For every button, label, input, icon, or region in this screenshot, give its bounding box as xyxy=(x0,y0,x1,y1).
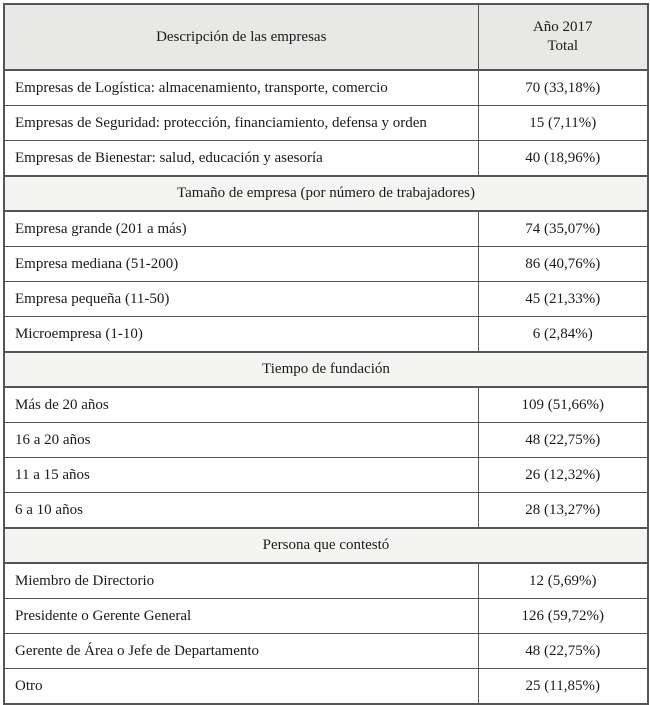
row-label: Empresa mediana (51-200) xyxy=(4,247,478,282)
row-value: 48 (22,75%) xyxy=(478,423,648,458)
row-value: 86 (40,76%) xyxy=(478,247,648,282)
column-header-description: Descripción de las empresas xyxy=(4,4,478,70)
table-row xyxy=(4,423,648,458)
column-header-total: Total xyxy=(547,38,579,54)
row-label: Empresas de Bienestar: salud, educación y asesoría xyxy=(4,141,478,177)
row-label: Empresa pequeña (11-50) xyxy=(4,282,478,317)
table-row xyxy=(4,211,648,247)
table-row xyxy=(4,317,648,353)
table-row xyxy=(4,106,648,141)
section-header-row xyxy=(4,528,648,563)
section-header-label: Tamaño de empresa (por número de trabajadores) xyxy=(4,176,648,211)
table-row xyxy=(4,563,648,599)
row-label: Empresa grande (201 a más) xyxy=(4,211,478,247)
row-label: Microempresa (1-10) xyxy=(4,317,478,353)
table-row xyxy=(4,282,648,317)
row-value: 70 (33,18%) xyxy=(478,70,648,106)
section-header-label: Tiempo de fundación xyxy=(4,352,648,387)
row-label: Presidente o Gerente General xyxy=(4,599,478,634)
row-value: 28 (13,27%) xyxy=(478,493,648,529)
table-header xyxy=(4,4,648,70)
row-value: 45 (21,33%) xyxy=(478,282,648,317)
row-label: Otro xyxy=(4,669,478,705)
row-value: 15 (7,11%) xyxy=(478,106,648,141)
row-label: Gerente de Área o Jefe de Departamento xyxy=(4,634,478,669)
row-value: 48 (22,75%) xyxy=(478,634,648,669)
row-label: 11 a 15 años xyxy=(4,458,478,493)
table-body xyxy=(4,70,648,704)
section-header-row xyxy=(4,352,648,387)
row-label: Más de 20 años xyxy=(4,387,478,423)
table-row xyxy=(4,70,648,106)
row-value: 6 (2,84%) xyxy=(478,317,648,353)
row-value: 126 (59,72%) xyxy=(478,599,648,634)
row-label: Empresas de Logística: almacenamiento, transporte, comercio xyxy=(4,70,478,106)
column-header-value xyxy=(478,4,648,70)
column-header-year: Año 2017 xyxy=(532,19,593,36)
row-label: 16 a 20 años xyxy=(4,423,478,458)
table-row xyxy=(4,387,648,423)
row-value: 40 (18,96%) xyxy=(478,141,648,177)
row-value: 26 (12,32%) xyxy=(478,458,648,493)
row-value: 12 (5,69%) xyxy=(478,563,648,599)
row-label: 6 a 10 años xyxy=(4,493,478,529)
row-value: 109 (51,66%) xyxy=(478,387,648,423)
row-label: Miembro de Directorio xyxy=(4,563,478,599)
section-header-label: Persona que contestó xyxy=(4,528,648,563)
table-row xyxy=(4,634,648,669)
row-value: 25 (11,85%) xyxy=(478,669,648,705)
company-description-table xyxy=(3,3,649,705)
table-row xyxy=(4,493,648,529)
table-row xyxy=(4,141,648,177)
table-header-row xyxy=(4,4,648,70)
table-row xyxy=(4,458,648,493)
table-row xyxy=(4,247,648,282)
table-row xyxy=(4,599,648,634)
section-header-row xyxy=(4,176,648,211)
row-label: Empresas de Seguridad: protección, financiamiento, defensa y orden xyxy=(4,106,478,141)
table-row xyxy=(4,669,648,705)
row-value: 74 (35,07%) xyxy=(478,211,648,247)
